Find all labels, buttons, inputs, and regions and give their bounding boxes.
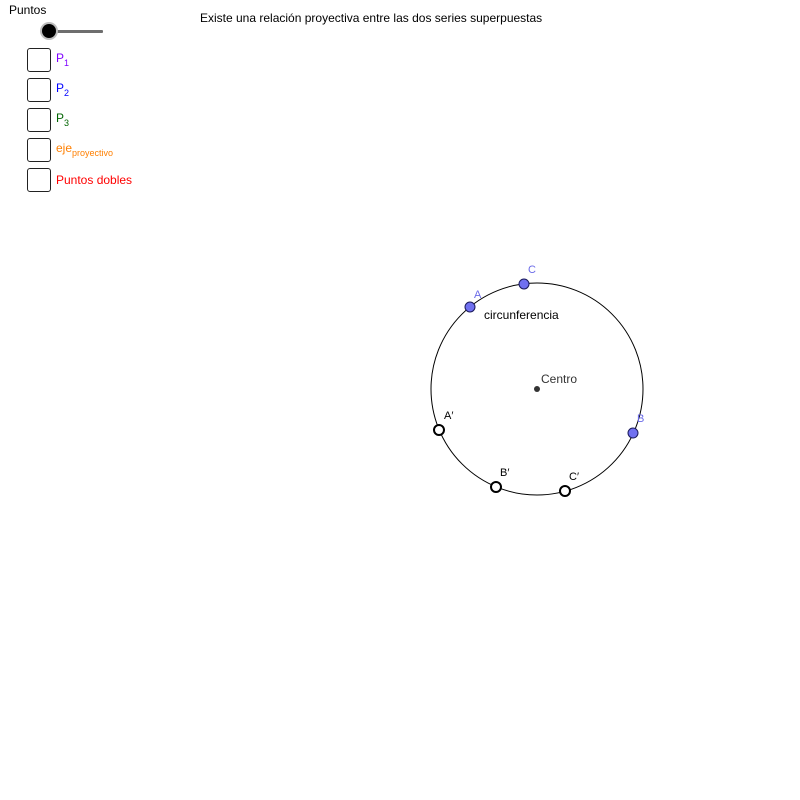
checkbox-label-p3-sub: 3 xyxy=(64,118,70,128)
checkbox-label-p2-sub: 2 xyxy=(64,88,70,98)
point-a-prime-label: A′ xyxy=(444,410,454,422)
point-a-label: A xyxy=(474,289,482,301)
point-b[interactable] xyxy=(628,428,638,438)
checkbox-label-eje-base: eje xyxy=(56,141,73,155)
point-c-prime[interactable] xyxy=(560,486,570,496)
checkbox-label-puntos-dobles-base: Puntos dobles xyxy=(56,172,133,187)
points-slider-label: Puntos xyxy=(9,3,47,17)
point-c-label: C xyxy=(528,264,536,276)
circle-label: circunferencia xyxy=(484,308,559,322)
checkbox-label-p1-sub: 1 xyxy=(64,58,70,68)
point-c-prime-label: C′ xyxy=(569,471,580,483)
checkbox-label-p3-base: P xyxy=(56,111,65,125)
point-b-prime-label: B′ xyxy=(500,467,510,479)
checkbox-label-p2-base: P xyxy=(56,81,65,95)
page-title: Existe una relación proyectiva entre las dos series superpuestas xyxy=(200,11,543,25)
point-a[interactable] xyxy=(465,302,475,312)
checkbox-label-p1-base: P xyxy=(56,51,65,65)
point-b-prime[interactable] xyxy=(491,482,501,492)
checkbox-label-eje-sub: proyectivo xyxy=(72,148,114,158)
center-point[interactable] xyxy=(534,386,540,392)
point-a-prime[interactable] xyxy=(434,425,444,435)
center-label: Centro xyxy=(541,372,578,386)
point-c[interactable] xyxy=(519,279,529,289)
point-b-label: B xyxy=(637,413,645,425)
